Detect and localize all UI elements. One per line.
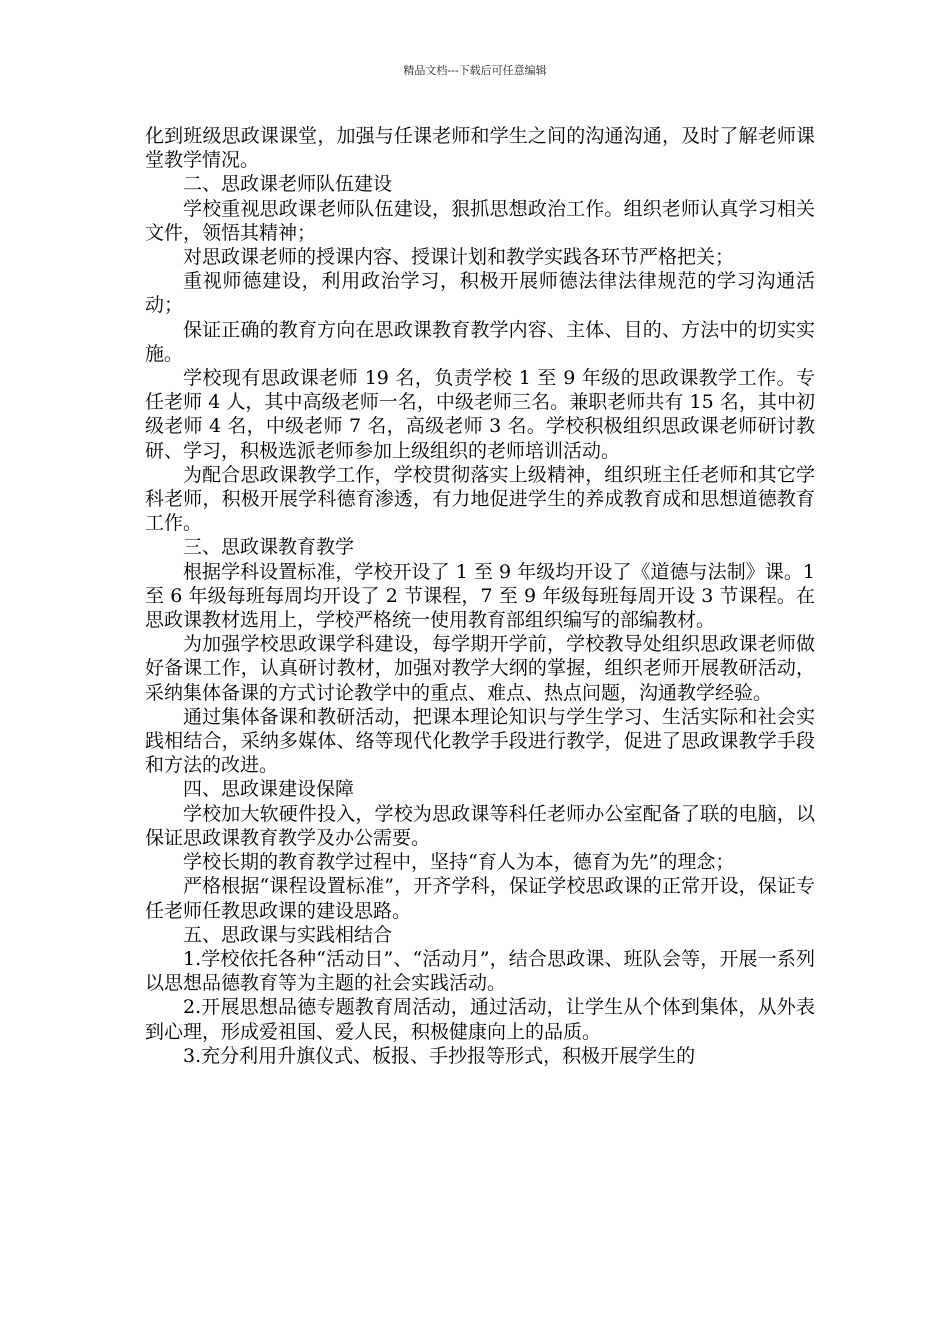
paragraph: 根据学科设置标准，学校开设了 1 至 9 年级均开设了《道德与法制》课。1 至 6 年级每班每周均开设了 2 节课程，7 至 9 年级每班每周开设 3 节课程。在思政课教材选用上，学校严格统一使用教育部组织编写的部编教材。 [145,560,815,632]
paragraph: 为配合思政课教学工作，学校贯彻落实上级精神，组织班主任老师和其它学科老师，积极开展学科德育渗透，有力地促进学生的养成教育成和思想道德教育工作。 [145,463,815,535]
list-item: 1.学校依托各种“活动日”、“活动月”，结合思政课、班队会等，开展一系列以思想品德教育等为主题的社会实践活动。 [145,947,815,995]
paragraph: 为加强学校思政课学科建设，每学期开学前，学校教导处组织思政课老师做好备课工作，认真研讨教材，加强对教学大纲的掌握，组织老师开展教研活动，采纳集体备课的方式讨论教学中的重点、难点、热点问题，沟通教学经验。 [145,633,815,704]
paragraph: 学校长期的教育教学过程中，坚持“育人为本，德育为先”的理念； [183,851,735,874]
section-heading: 五、思政课与实践相结合 [183,923,393,946]
list-item: 2.开展思想品德专题教育周活动，通过活动，让学生从个体到集体，从外表到心理，形成爱祖国、爱人民，积极健康向上的品质。 [145,996,815,1043]
paragraph: 保证正确的教育方向在思政课教育教学内容、主体、目的、方法中的切实实施。 [145,318,815,365]
paragraph-continuation: 化到班级思政课课堂，加强与任课老师和学生之间的沟通沟通，及时了解老师课堂教学情况。 [145,125,815,172]
document-body [145,124,815,1068]
section-heading: 四、思政课建设保障 [183,778,355,801]
section-heading: 二、思政课老师队伍建设 [183,173,393,196]
paragraph: 学校加大软硬件投入，学校为思政课等科任老师办公室配备了联的电脑，以保证思政课教育教学及办公需要。 [145,802,815,849]
paragraph: 学校现有思政课老师 19 名，负责学校 1 至 9 年级的思政课教学工作。专任老师 4 人，其中高级老师一名，中级老师三名。兼职老师共有 15 名，其中初级老师 4 名，中级老师 7 名，高级老师 3 名。学校积极组织思政课老师研讨教研、学习，积极选派老师参加上级组织的老师培训活动。 [145,367,815,462]
page-header: 精品文档---下载后可任意编辑 [403,64,547,77]
list-item: 3.充分利用升旗仪式、板报、手抄报等形式，积极开展学生的 [183,1044,696,1067]
section-heading: 三、思政课教育教学 [183,536,355,559]
paragraph: 通过集体备课和教研活动，把课本理论知识与学生学习、生活实际和社会实践相结合，采纳多媒体、络等现代化教学手段进行教学，促进了思政课教学手段和方法的改进。 [145,705,815,777]
paragraph: 重视师德建设，利用政治学习，积极开展师德法律法律规范的学习沟通活动； [145,270,815,317]
paragraph: 严格根据“课程设置标准”，开齐学科，保证学校思政课的正常开设，保证专任老师任教思政课的建设思路。 [145,875,815,922]
paragraph: 对思政课老师的授课内容、授课计划和教学实践各环节严格把关； [183,246,735,269]
paragraph: 学校重视思政课老师队伍建设，狠抓思想政治工作。组织老师认真学习相关文件，领悟其精神； [145,197,815,244]
